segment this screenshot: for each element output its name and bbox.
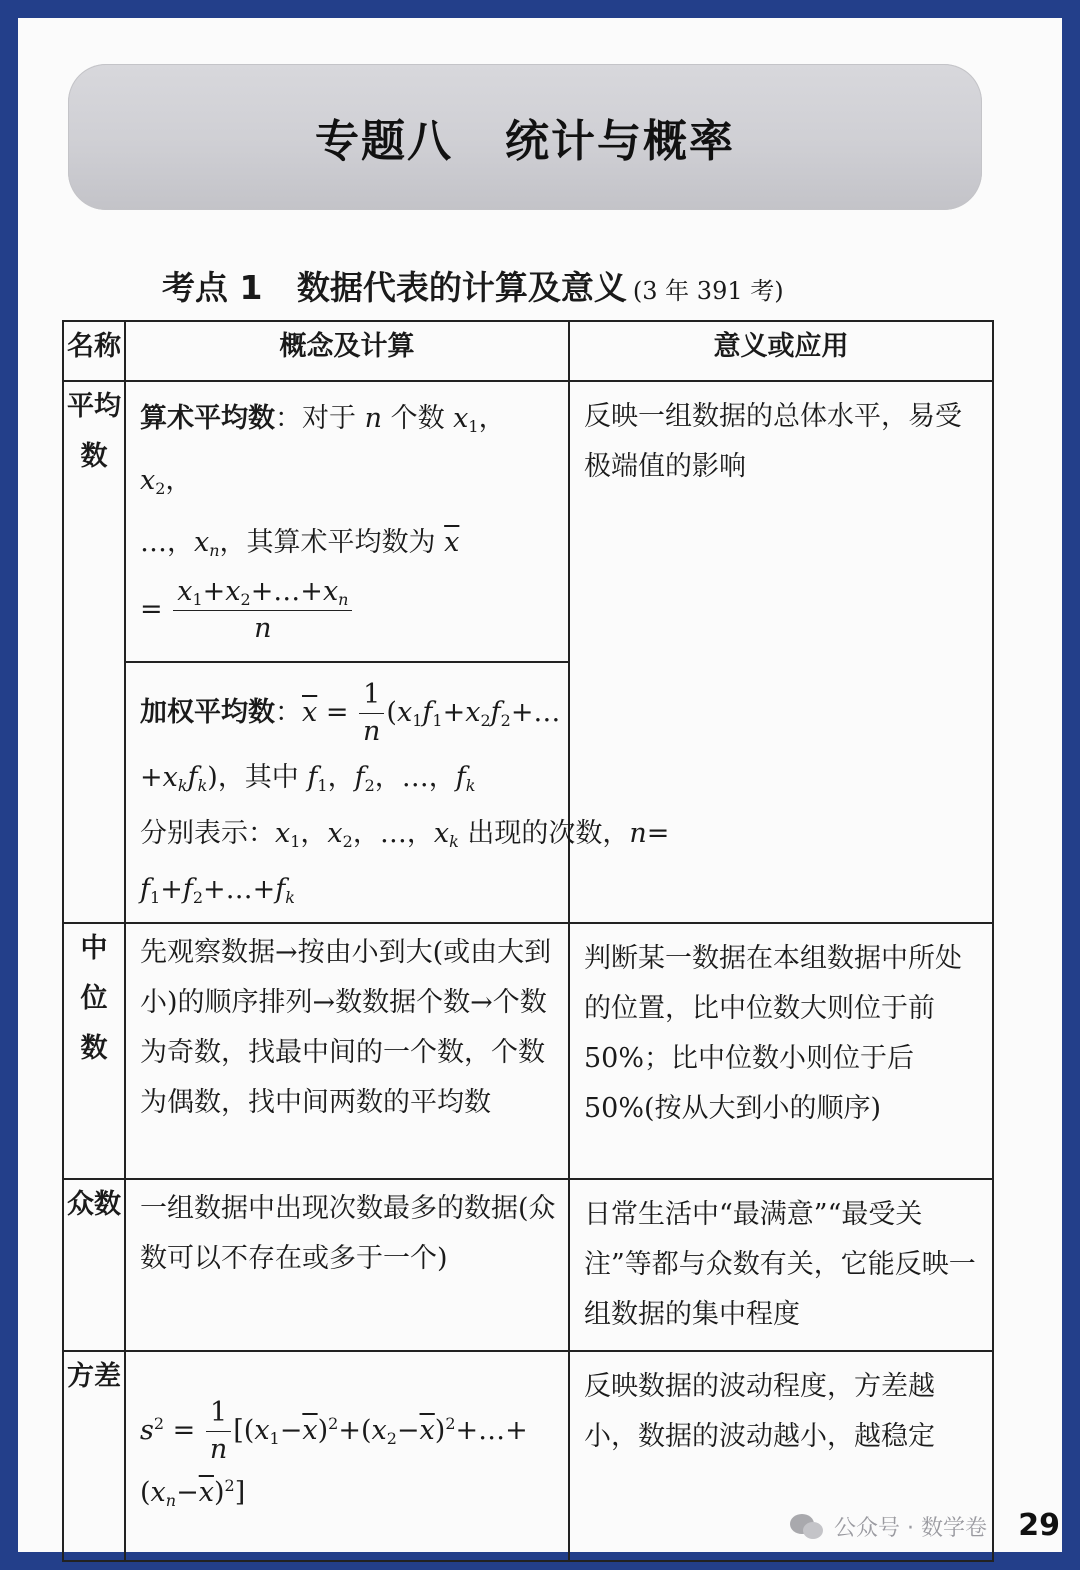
row-name-median: 中 位 数 bbox=[63, 923, 125, 1179]
topic-banner bbox=[68, 64, 982, 210]
table-row-mean bbox=[63, 381, 993, 923]
page-number: 29 bbox=[1018, 1508, 1060, 1543]
arithmetic-mean-block: 算术平均数：对于 n 个数 $x_1$，$x_2$， …，$x_n$，其算术平均数为 $\overline{x}$ = $\frac{x_1+x_2+\dots+x_n}{n}$ bbox=[126, 382, 568, 663]
meaning-mean: 反映一组数据的总体水平，易受极端值的影响 bbox=[569, 381, 993, 923]
table-header-row bbox=[63, 321, 993, 381]
concept-variance: $s^2$ = $\frac{1}{n}$ [$(x_1-\overline{x})^2+(x_2-\overline{x})^2+\dots+$ $(x_n-\overline{x})^2$] bbox=[125, 1351, 569, 1561]
concept-mean bbox=[125, 381, 670, 923]
watermark-text: 公众号 · 数学卷 bbox=[834, 1515, 987, 1541]
wechat-icon bbox=[790, 1512, 826, 1540]
banner-title: 专题八 统计与概率 bbox=[315, 116, 735, 167]
table-row-mode bbox=[63, 1179, 993, 1351]
concept-mode: 一组数据中出现次数最多的数据(众数可以不存在或多于一个) bbox=[125, 1179, 569, 1351]
section-exam-count: (3 年 391 考) bbox=[632, 277, 784, 305]
meaning-mode: 日常生活中“最满意”“最受关注”等都与众数有关，它能反映一组数据的集中程度 bbox=[569, 1179, 993, 1351]
section-heading bbox=[162, 262, 962, 312]
weighted-mean-block: 加权平均数：$\overline{x}$ = $\frac{1}{n}$ ($x_1f_1+x_2f_2+\dots$ $+x_kf_k$)，其中 $f_1$，$f_2$，…，$f_k$ 分别表示：$x_1$，$x_2$，…，$x_k$ 出现的次数，n= $f_1+f_2+\dots+f_k$ bbox=[140, 679, 670, 907]
row-name-variance: 方差 bbox=[63, 1351, 125, 1561]
table-row-median bbox=[63, 923, 993, 1179]
concept-median: 先观察数据→按由小到大(或由大到小)的顺序排列→数数据个数→个数为奇数，找最中间的一个数，个数为偶数，找中间两数的平均数 bbox=[125, 923, 569, 1179]
row-name-mode: 众数 bbox=[63, 1179, 125, 1351]
row-name-mean: 平均 数 bbox=[63, 381, 125, 923]
meaning-median: 判断某一数据在本组数据中所处的位置，比中位数大则位于前 50%；比中位数小则位于后 50%(按从大到小的顺序) bbox=[569, 923, 993, 1179]
header-name: 名称 bbox=[63, 321, 125, 381]
footer-watermark bbox=[790, 1506, 1050, 1546]
knowledge-table bbox=[62, 320, 994, 1562]
header-meaning: 意义或应用 bbox=[569, 321, 993, 381]
section-title: 考点 1 数据代表的计算及意义 bbox=[162, 268, 627, 307]
meaning-variance: 反映数据的波动程度，方差越小，数据的波动越小，越稳定 bbox=[569, 1351, 993, 1561]
header-concept: 概念及计算 bbox=[125, 321, 569, 381]
